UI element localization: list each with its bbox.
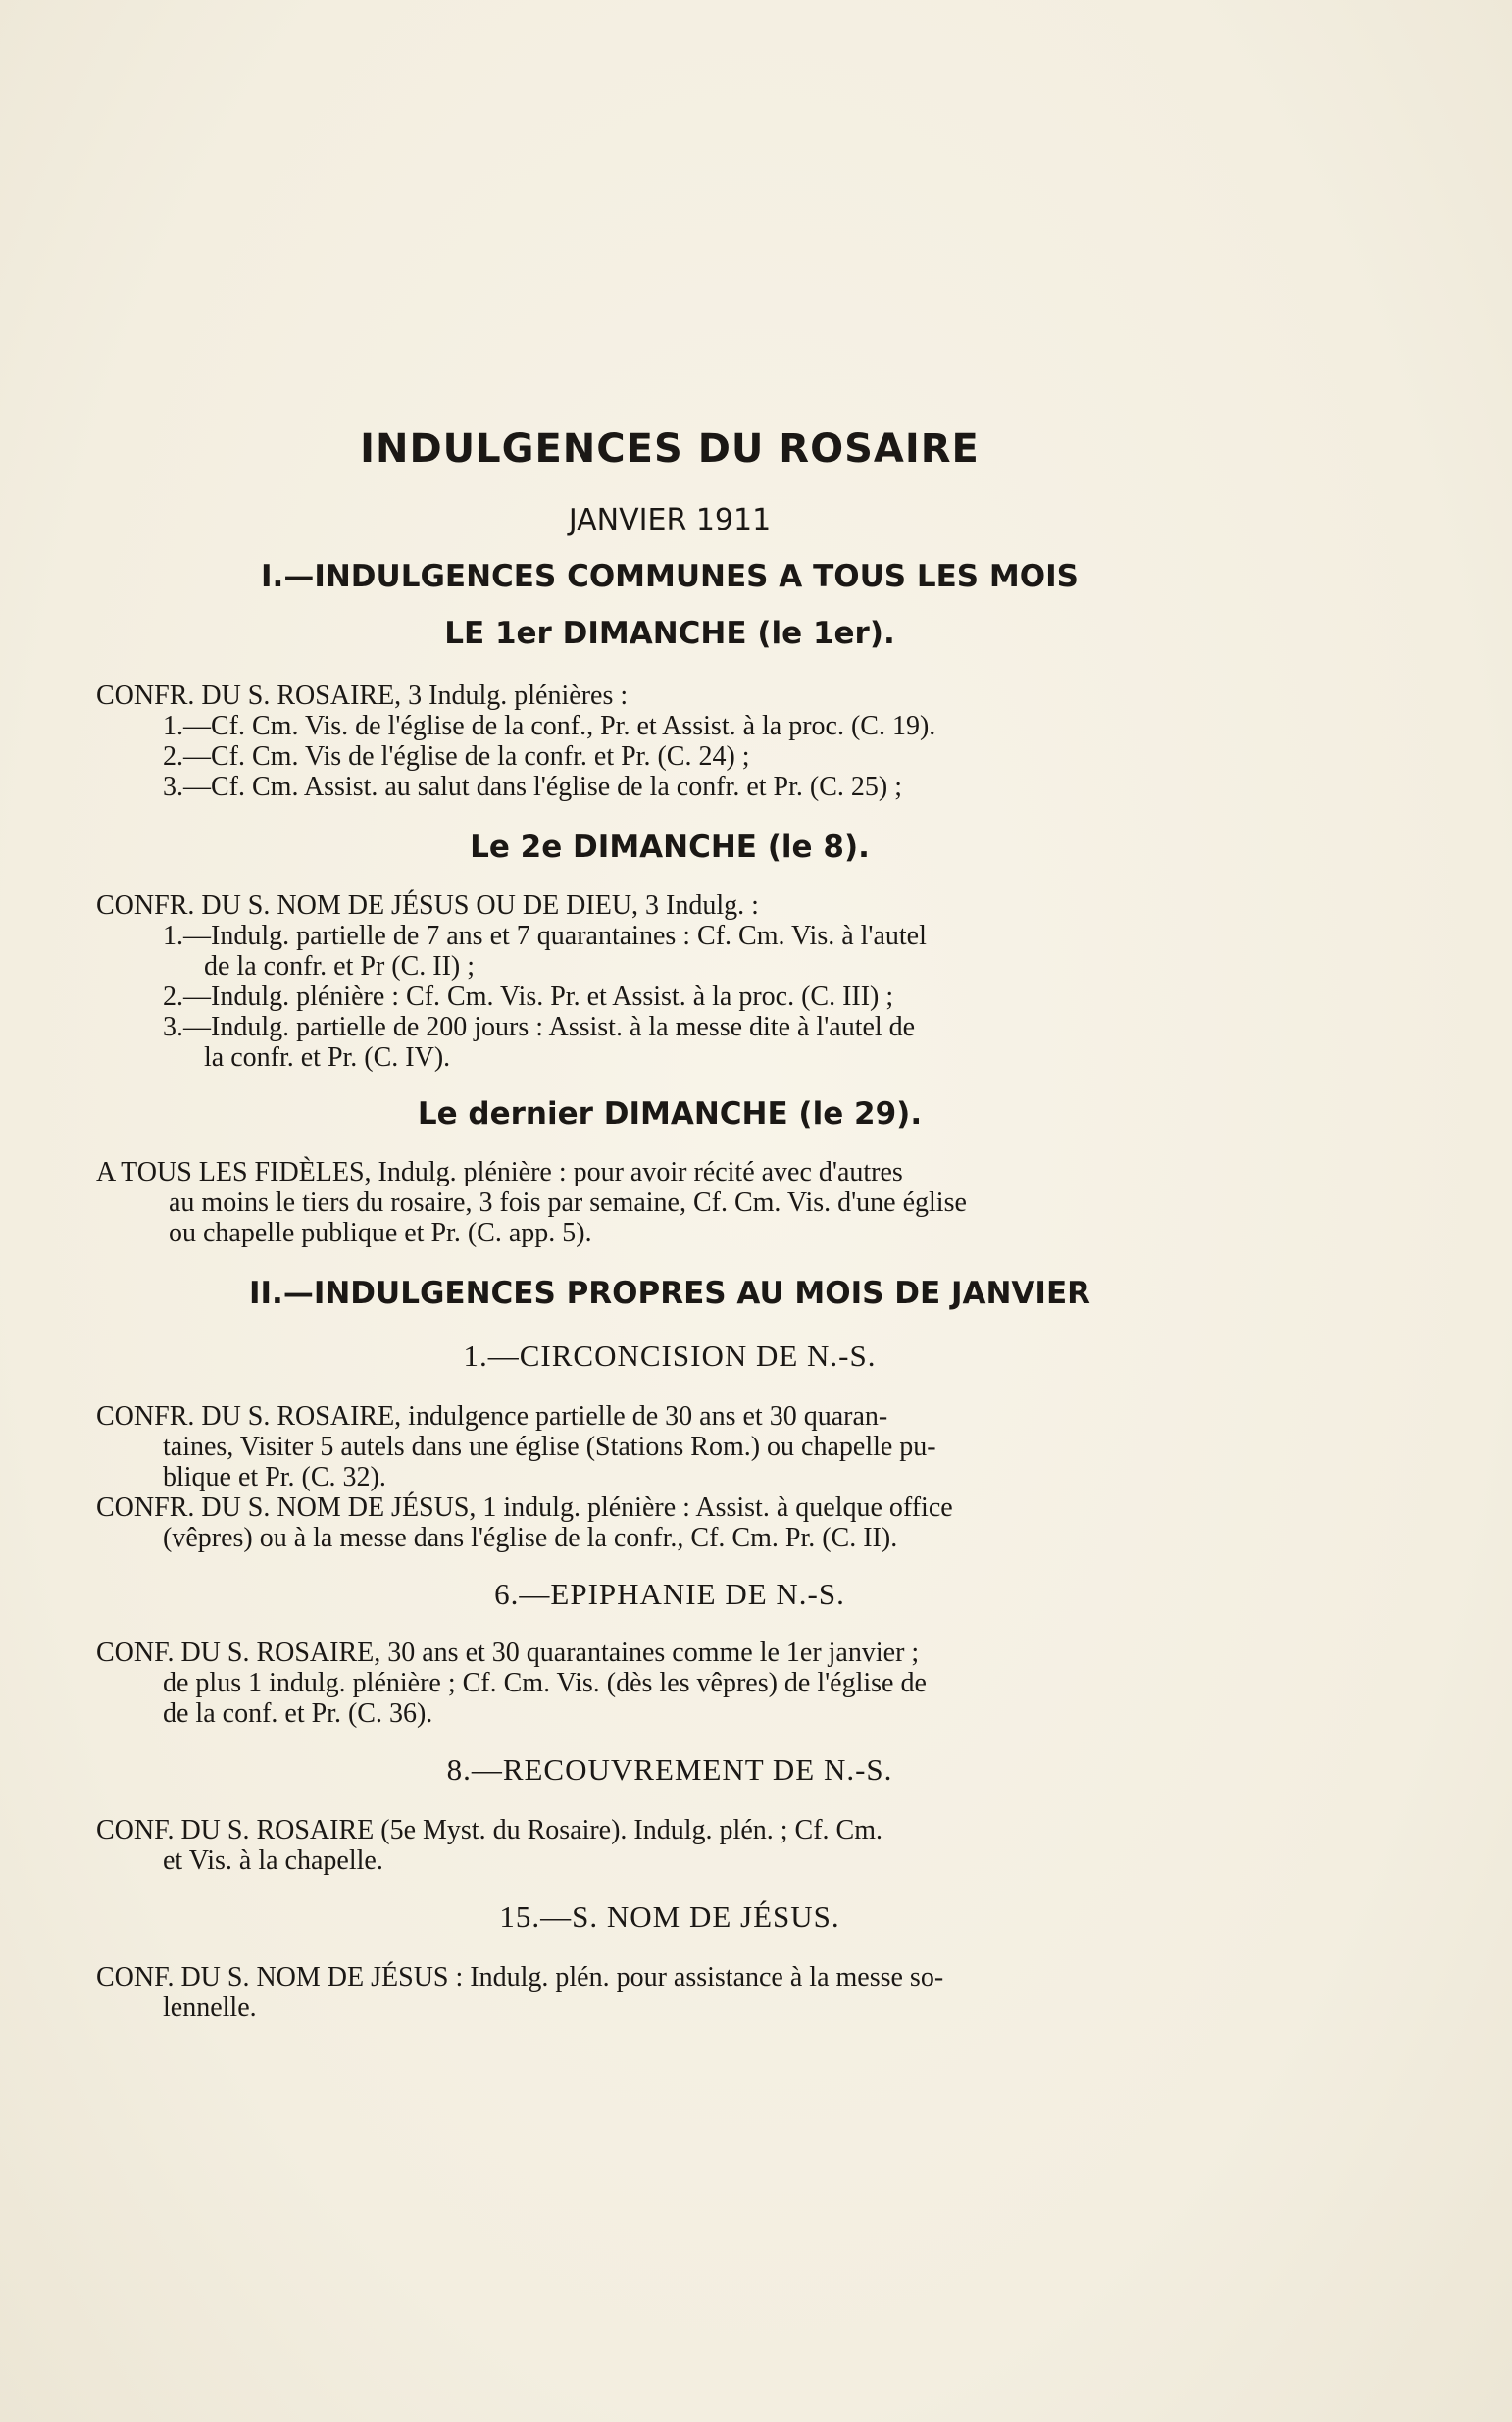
- last-sunday-line-2: au moins le tiers du rosaire, 3 fois par semaine, Cf. Cm. Vis. d'une église: [169, 1187, 967, 1218]
- epiphanie-line-2: de plus 1 indulg. plénière ; Cf. Cm. Vis. (dès les vêpres) de l'église de: [163, 1668, 927, 1698]
- last-sunday-line-1: A TOUS LES FIDÈLES, Indulg. plénière : pour avoir récité avec d'autres: [96, 1157, 903, 1187]
- circoncision-p1-line-1: CONFR. DU S. ROSAIRE, indulgence partielle de 30 ans et 30 quaran-: [96, 1401, 888, 1432]
- circoncision-p2-line-2: (vêpres) ou à la messe dans l'église de la confr., Cf. Cm. Pr. (C. II).: [163, 1523, 898, 1553]
- sunday1-item-3: 3.—Cf. Cm. Assist. au salut dans l'église de la confr. et Pr. (C. 25) ;: [163, 772, 902, 802]
- epiphanie-line-1: CONF. DU S. ROSAIRE, 30 ans et 30 quarantaines comme le 1er janvier ;: [96, 1638, 920, 1668]
- month-heading: JANVIER 1911: [568, 503, 772, 537]
- nom-jesus-line-1: CONF. DU S. NOM DE JÉSUS : Indulg. plén. pour assistance à la messe so-: [96, 1962, 944, 1993]
- sunday1-item-2: 2.—Cf. Cm. Vis de l'église de la confr. et Pr. (C. 24) ;: [163, 741, 750, 772]
- last-sunday-heading: Le dernier DIMANCHE (le 29).: [417, 1096, 923, 1132]
- epiphanie-heading: 6.—EPIPHANIE DE N.-S.: [494, 1577, 845, 1611]
- circoncision-p1-line-3: blique et Pr. (C. 32).: [163, 1462, 386, 1492]
- circoncision-p2-line-1: CONFR. DU S. NOM DE JÉSUS, 1 indulg. plénière : Assist. à quelque office: [96, 1492, 953, 1523]
- sunday1-heading: LE 1er DIMANCHE (le 1er).: [444, 616, 895, 651]
- epiphanie-line-3: de la conf. et Pr. (C. 36).: [163, 1698, 433, 1729]
- circoncision-p1-line-2: taines, Visiter 5 autels dans une église (Stations Rom.) ou chapelle pu-: [163, 1432, 936, 1462]
- circoncision-heading: 1.—CIRCONCISION DE N.-S.: [463, 1338, 877, 1373]
- nom-jesus-heading: 15.—S. NOM DE JÉSUS.: [499, 1899, 840, 1934]
- sunday2-heading: Le 2e DIMANCHE (le 8).: [470, 830, 870, 865]
- sunday1-intro: CONFR. DU S. ROSAIRE, 3 Indulg. plénières :: [96, 681, 629, 711]
- sunday2-item-1-line-2: de la confr. et Pr (C. II) ;: [204, 951, 476, 982]
- page-title: INDULGENCES DU ROSAIRE: [360, 427, 980, 472]
- sunday2-item-3-line-2: la confr. et Pr. (C. IV).: [204, 1042, 451, 1073]
- sunday2-intro: CONFR. DU S. NOM DE JÉSUS OU DE DIEU, 3 Indulg. :: [96, 890, 759, 921]
- last-sunday-line-3: ou chapelle publique et Pr. (C. app. 5).: [169, 1218, 592, 1248]
- part2-heading: II.—INDULGENCES PROPRES AU MOIS DE JANVIER: [248, 1276, 1091, 1311]
- nom-jesus-line-2: lennelle.: [163, 1993, 257, 2023]
- recouvrement-line-2: et Vis. à la chapelle.: [163, 1845, 383, 1876]
- recouvrement-heading: 8.—RECOUVREMENT DE N.-S.: [446, 1752, 893, 1787]
- sunday2-item-2: 2.—Indulg. plénière : Cf. Cm. Vis. Pr. et Assist. à la proc. (C. III) ;: [163, 982, 894, 1012]
- sunday2-item-3-line-1: 3.—Indulg. partielle de 200 jours : Assist. à la messe dite à l'autel de: [163, 1012, 916, 1042]
- sunday1-item-1: 1.—Cf. Cm. Vis. de l'église de la conf., Pr. et Assist. à la proc. (C. 19).: [163, 711, 936, 741]
- sunday2-item-1-line-1: 1.—Indulg. partielle de 7 ans et 7 quarantaines : Cf. Cm. Vis. à l'autel: [163, 921, 927, 951]
- part1-heading: I.—INDULGENCES COMMUNES A TOUS LES MOIS: [261, 559, 1079, 594]
- document-body: [96, 427, 1243, 2023]
- recouvrement-line-1: CONF. DU S. ROSAIRE (5e Myst. du Rosaire). Indulg. plén. ; Cf. Cm.: [96, 1815, 882, 1845]
